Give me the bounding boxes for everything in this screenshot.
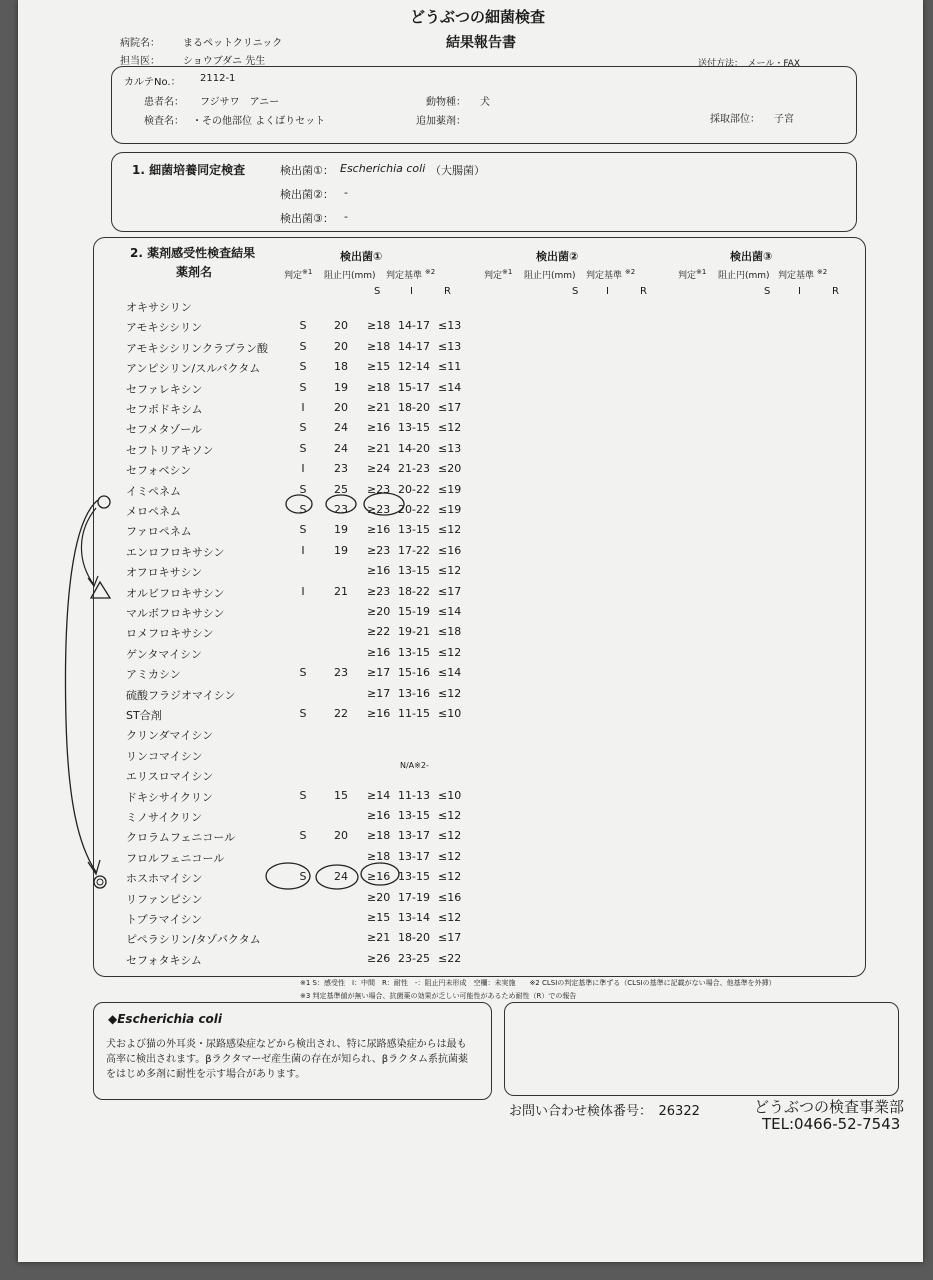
- hospital-name: まるペットクリニック: [183, 38, 283, 49]
- judgement: S: [299, 503, 307, 516]
- drug-name: クロラムフェニコール: [126, 831, 236, 845]
- g1-diameter-header: 阻止円(mm): [324, 271, 376, 281]
- species-value: 犬: [480, 97, 490, 108]
- drug-name: セファレキシン: [126, 382, 203, 396]
- judgement: S: [299, 707, 307, 720]
- drug-name: トブラマイシン: [126, 913, 203, 926]
- criteria-r: ≤14: [438, 380, 462, 394]
- drug-name: ゲンタマイシン: [126, 647, 202, 661]
- criteria-s: ≥18: [367, 339, 391, 353]
- criteria-r: ≤16: [438, 890, 462, 904]
- exam-value: ・その他部位 よくばりセット: [192, 116, 326, 127]
- judgement: S: [299, 666, 307, 680]
- g1-r-header: R: [444, 286, 451, 297]
- judgement: S: [299, 870, 307, 884]
- criteria-s: ≥16: [367, 645, 391, 659]
- criteria-r: ≤12: [438, 829, 462, 843]
- judgement: I: [301, 584, 305, 598]
- criteria-r: ≤17: [438, 401, 462, 414]
- criteria-r: ≤12: [438, 870, 462, 884]
- hospital-label: 病院名：: [120, 38, 160, 49]
- g3-r-header: R: [832, 286, 839, 297]
- criteria-s: ≥23: [367, 543, 391, 557]
- criteria-s: ≥22: [367, 625, 391, 639]
- drug-name: ファロペネム: [126, 525, 192, 539]
- karte-label: カルテNo.：: [124, 77, 181, 88]
- criteria-s: ≥16: [367, 421, 391, 435]
- drug-name: ドキシサイクリン: [126, 790, 213, 804]
- g3-i-header: I: [798, 286, 801, 297]
- criteria-r: ≤10: [438, 788, 462, 802]
- drug-name: イミペネム: [126, 484, 181, 498]
- drug-name-header: 薬剤名: [176, 265, 213, 279]
- drug-name: リンコマイシン: [126, 749, 203, 763]
- g3-criteria-header: 判定基準 $^{※2}$: [778, 268, 828, 281]
- inhibition-diameter: 23: [334, 462, 348, 476]
- hand-double-circle-inner-icon: [97, 879, 103, 885]
- organism-3-label: 検出菌③：: [280, 212, 334, 225]
- drug-name: アモキシシリン: [126, 321, 203, 335]
- criteria-i: 20-22: [398, 482, 430, 496]
- g1-criteria-header: 判定基準 $^{※2}$: [386, 268, 436, 281]
- judgement: I: [301, 462, 305, 476]
- criteria-r: ≤13: [438, 339, 462, 353]
- criteria-r: ≤14: [438, 605, 462, 618]
- organism-1-label: 検出菌①：: [280, 164, 334, 177]
- organism-2-label: 検出菌②：: [280, 188, 334, 201]
- exam-label: 検査名：: [144, 116, 184, 127]
- criteria-i: 18-22: [398, 584, 430, 598]
- criteria-r: ≤12: [438, 564, 462, 578]
- criteria-i: 13-16: [398, 686, 430, 700]
- inhibition-diameter: 25: [334, 482, 348, 496]
- inhibition-diameter: 21: [334, 584, 348, 598]
- report-subtitle: 結果報告書: [446, 35, 516, 51]
- criteria-s: ≥16: [367, 564, 391, 578]
- drug-name: ミノサイクリン: [126, 811, 203, 824]
- criteria-s: ≥15: [367, 911, 391, 924]
- criteria-s: ≥23: [367, 482, 391, 496]
- criteria-i: 13-17: [398, 829, 430, 843]
- judgement: S: [299, 829, 307, 843]
- criteria-r: ≤20: [438, 462, 462, 476]
- inhibition-diameter: 19: [334, 523, 348, 537]
- footnote-2: ※3 判定基準値が無い場合、抗菌薬の効果が乏しい可能性があるため耐性（R）での報告: [300, 992, 577, 1000]
- criteria-s: ≥18: [367, 849, 391, 863]
- criteria-i: 20-22: [398, 503, 430, 516]
- drug-name: アミカシン: [126, 668, 181, 682]
- sensitivity-heading: 2. 薬剤感受性検査結果: [130, 246, 256, 260]
- inhibition-diameter: 19: [334, 543, 348, 557]
- criteria-s: ≥23: [367, 503, 391, 516]
- hand-circle-fosfomycin-s: [266, 863, 310, 889]
- inhibition-diameter: 24: [334, 421, 348, 435]
- organism-2-name: -: [344, 186, 348, 199]
- hand-circle-fosfomycin-diameter: [316, 865, 358, 889]
- inhibition-diameter: 23: [334, 503, 348, 516]
- criteria-s: ≥16: [367, 870, 391, 884]
- criteria-i: 11-13: [398, 788, 430, 802]
- hand-circle-meropenem-s: [286, 495, 312, 513]
- drug-name: メロペネム: [126, 505, 181, 518]
- drug-name: アモキシシリンクラブラン酸: [126, 341, 268, 355]
- organism-1-japanese: （大腸菌）: [430, 164, 485, 177]
- judgement: S: [299, 523, 307, 537]
- criteria-s: ≥24: [367, 462, 391, 476]
- criteria-r: ≤19: [438, 482, 462, 496]
- criteria-i: 17-19: [398, 890, 430, 904]
- criteria-r: ≤11: [438, 360, 462, 374]
- g3-s-header: S: [764, 286, 771, 297]
- drug-name: エンロフロキサシン: [126, 545, 225, 559]
- extra-drug-label: 追加薬剤：: [416, 116, 466, 127]
- handwritten-annotations: [18, 0, 923, 1262]
- drug-name: オキサシリン: [126, 301, 192, 314]
- judgement: S: [299, 421, 307, 435]
- criteria-i: 13-15: [398, 809, 430, 822]
- criteria-i: 11-15: [398, 707, 430, 720]
- criteria-s: ≥23: [367, 584, 391, 598]
- g2-i-header: I: [606, 286, 609, 297]
- g1-i-header: I: [410, 286, 413, 297]
- criteria-i: 12-14: [398, 360, 430, 374]
- criteria-r: ≤13: [438, 441, 462, 455]
- criteria-r: ≤18: [438, 625, 462, 639]
- site-label: 採取部位：: [710, 114, 760, 125]
- hand-circle-meropenem-criteria: [364, 493, 404, 515]
- inhibition-diameter: 23: [334, 666, 348, 680]
- criteria-s: ≥18: [367, 829, 391, 843]
- comment-title: ◆Escherichia coli: [108, 1012, 223, 1026]
- criteria-s: ≥14: [367, 788, 391, 802]
- criteria-r: ≤12: [438, 421, 462, 435]
- criteria-i: 13-15: [398, 645, 430, 659]
- hand-circle-meropenem-diameter: [326, 495, 356, 513]
- criteria-i: 15-17: [398, 380, 430, 394]
- doctor-label: 担当医：: [120, 56, 160, 67]
- drug-name: セフォベシン: [126, 464, 192, 478]
- group-2-header: 検出菌②: [536, 250, 579, 263]
- criteria-r: ≤14: [438, 666, 462, 680]
- inhibition-diameter: 24: [334, 870, 348, 884]
- criteria-s: ≥21: [367, 401, 391, 414]
- judgement: S: [299, 482, 307, 496]
- g3-judge-header: 判定$^{※1}$: [678, 268, 707, 281]
- drug-name: ロメフロキサシン: [126, 627, 214, 641]
- criteria-s: ≥18: [367, 380, 391, 394]
- karte-number: 2112-1: [200, 73, 236, 84]
- criteria-i: 15-16: [398, 666, 430, 680]
- criteria-s: ≥17: [367, 686, 391, 700]
- inhibition-diameter: 20: [334, 339, 348, 353]
- inhibition-diameter: 20: [334, 401, 348, 414]
- criteria-i: 23-25: [398, 951, 430, 965]
- criteria-r: ≤12: [438, 911, 462, 924]
- criteria-i: 18-20: [398, 931, 430, 945]
- criteria-r: ≤16: [438, 543, 462, 557]
- judgement: S: [299, 360, 307, 374]
- criteria-r: ≤22: [438, 951, 462, 965]
- criteria-i: 15-19: [398, 605, 430, 618]
- hand-double-circle-outer-icon: [94, 876, 106, 888]
- doctor-name: ショウブダニ 先生: [183, 56, 266, 67]
- criteria-s: ≥16: [367, 523, 391, 537]
- criteria-i: 13-17: [398, 849, 430, 863]
- criteria-s: ≥16: [367, 707, 391, 720]
- inhibition-diameter: 20: [334, 829, 348, 843]
- criteria-s: ≥17: [367, 666, 391, 680]
- criteria-r: ≤19: [438, 503, 462, 516]
- drug-name: セフトリアキソン: [126, 443, 214, 457]
- company-tel: TEL:0466-52-7543: [762, 1115, 901, 1133]
- judgement: S: [299, 788, 307, 802]
- criteria-s: ≥18: [367, 319, 391, 333]
- criteria-i: 14-17: [398, 339, 430, 353]
- criteria-s: ≥20: [367, 605, 391, 618]
- inhibition-diameter: 22: [334, 707, 348, 720]
- drug-name: ST合剤: [126, 709, 162, 722]
- judgement: S: [299, 319, 307, 333]
- comment-line-2: 高率に検出されます。βラクタマーゼ産生菌の存在が知られ、βラクタム系抗菌薬: [106, 1054, 468, 1065]
- drug-name: ピペラシリン/タゾバクタム: [126, 933, 261, 947]
- footnote-1: ※1 S：感受性 I：中間 R：耐性 -：阻止円未形成 空欄：未実施 ※2 CLSIの判定基準に準ずる（CLSIの基準に記載がない場合、他基準を外挿）: [300, 979, 776, 987]
- drug-name: セフポドキシム: [126, 403, 203, 416]
- criteria-r: ≤10: [438, 707, 462, 720]
- drug-name: アンピシリン/スルバクタム: [126, 362, 261, 376]
- g2-s-header: S: [572, 286, 579, 297]
- judgement: I: [301, 543, 305, 557]
- criteria-r: ≤12: [438, 645, 462, 659]
- criteria-i: 19-21: [398, 625, 430, 639]
- drug-name: フロルフェニコール: [126, 851, 225, 865]
- g2-judge-header: 判定$^{※1}$: [484, 268, 513, 281]
- criteria-r: ≤12: [438, 523, 462, 537]
- inhibition-diameter: 18: [334, 360, 348, 374]
- inquiry-number: お問い合わせ検体番号： 26322: [509, 1104, 700, 1119]
- judgement: S: [299, 339, 307, 353]
- criteria-r: ≤17: [438, 931, 462, 945]
- report-title: どうぶつの細菌検査: [410, 8, 546, 26]
- criteria-i: 14-20: [398, 441, 430, 455]
- criteria-r: ≤13: [438, 319, 462, 333]
- criteria-s: ≥20: [367, 890, 391, 904]
- drug-name: オルビフロキサシン: [126, 586, 225, 600]
- organism-1-name: Escherichia coli: [340, 162, 426, 175]
- drug-name: セフォタキシム: [126, 953, 202, 967]
- owner-name: フジサワ アニー: [200, 97, 280, 108]
- drug-name: ホスホマイシン: [126, 872, 203, 886]
- criteria-s: ≥16: [367, 809, 391, 822]
- drug-name: セフメタゾール: [126, 423, 203, 437]
- drug-name: マルボフロキサシン: [126, 607, 225, 620]
- culture-heading: 1. 細菌培養同定検査: [132, 163, 246, 177]
- criteria-i: 13-15: [398, 523, 430, 537]
- inhibition-diameter: 15: [334, 788, 348, 802]
- g2-criteria-header: 判定基準 $^{※2}$: [586, 268, 636, 281]
- drug-name: 硫酸フラジオマイシン: [126, 688, 236, 702]
- judgement: I: [301, 401, 305, 414]
- criteria-r: ≤12: [438, 686, 462, 700]
- drug-name: クリンダマイシン: [126, 729, 214, 743]
- g1-judge-header: 判定$^{※1}$: [284, 268, 313, 281]
- judgement: S: [299, 441, 307, 455]
- hand-circle-fosfomycin-criteria: [361, 863, 399, 885]
- criteria-r: ≤17: [438, 584, 462, 598]
- send-method: 送付方法： メール・FAX: [698, 59, 800, 69]
- not-applicable-note: N/A※2-: [400, 761, 429, 770]
- group-3-header: 検出菌③: [730, 250, 773, 263]
- drug-name: リファンピシン: [126, 892, 203, 906]
- inhibition-diameter: 20: [334, 319, 348, 333]
- criteria-i: 13-15: [398, 421, 430, 435]
- site-value: 子宮: [774, 114, 794, 125]
- report-sheet: [18, 0, 923, 1262]
- organism-3-name: -: [344, 210, 348, 223]
- g2-r-header: R: [640, 286, 647, 297]
- g2-diameter-header: 阻止円(mm): [524, 271, 576, 281]
- criteria-i: 13-14: [398, 911, 430, 924]
- comment-line-1: 犬および猫の外耳炎・尿路感染症などから検出され、特に尿路感染症からは最も: [106, 1039, 467, 1050]
- g3-diameter-header: 阻止円(mm): [718, 271, 770, 281]
- criteria-i: 13-15: [398, 564, 430, 578]
- group-1-header: 検出菌①: [340, 250, 383, 263]
- judgement: S: [299, 380, 307, 394]
- criteria-s: ≥21: [367, 441, 391, 455]
- criteria-s: ≥15: [367, 360, 391, 374]
- criteria-i: 21-23: [398, 462, 430, 476]
- inhibition-diameter: 19: [334, 380, 348, 394]
- drug-name: オフロキサシン: [126, 566, 203, 580]
- inhibition-diameter: 24: [334, 441, 348, 455]
- species-label: 動物種：: [426, 97, 466, 108]
- criteria-r: ≤12: [438, 809, 462, 822]
- company-name: どうぶつの検査事業部: [754, 1098, 905, 1116]
- comment-line-3: をはじめ多剤に耐性を示す場合があります。: [106, 1069, 306, 1080]
- criteria-i: 17-22: [398, 543, 430, 557]
- criteria-i: 13-15: [398, 870, 430, 884]
- criteria-s: ≥21: [367, 931, 391, 945]
- criteria-i: 14-17: [398, 319, 430, 333]
- owner-label: 患者名：: [144, 97, 184, 108]
- criteria-r: ≤12: [438, 849, 462, 863]
- criteria-i: 18-20: [398, 401, 430, 414]
- hand-arrow-to-triangle-icon: [81, 508, 96, 585]
- criteria-s: ≥26: [367, 951, 391, 965]
- g1-s-header: S: [374, 286, 381, 297]
- drug-name: エリスロマイシン: [126, 770, 214, 784]
- hand-circle-mark-meropenem-icon: [98, 496, 110, 508]
